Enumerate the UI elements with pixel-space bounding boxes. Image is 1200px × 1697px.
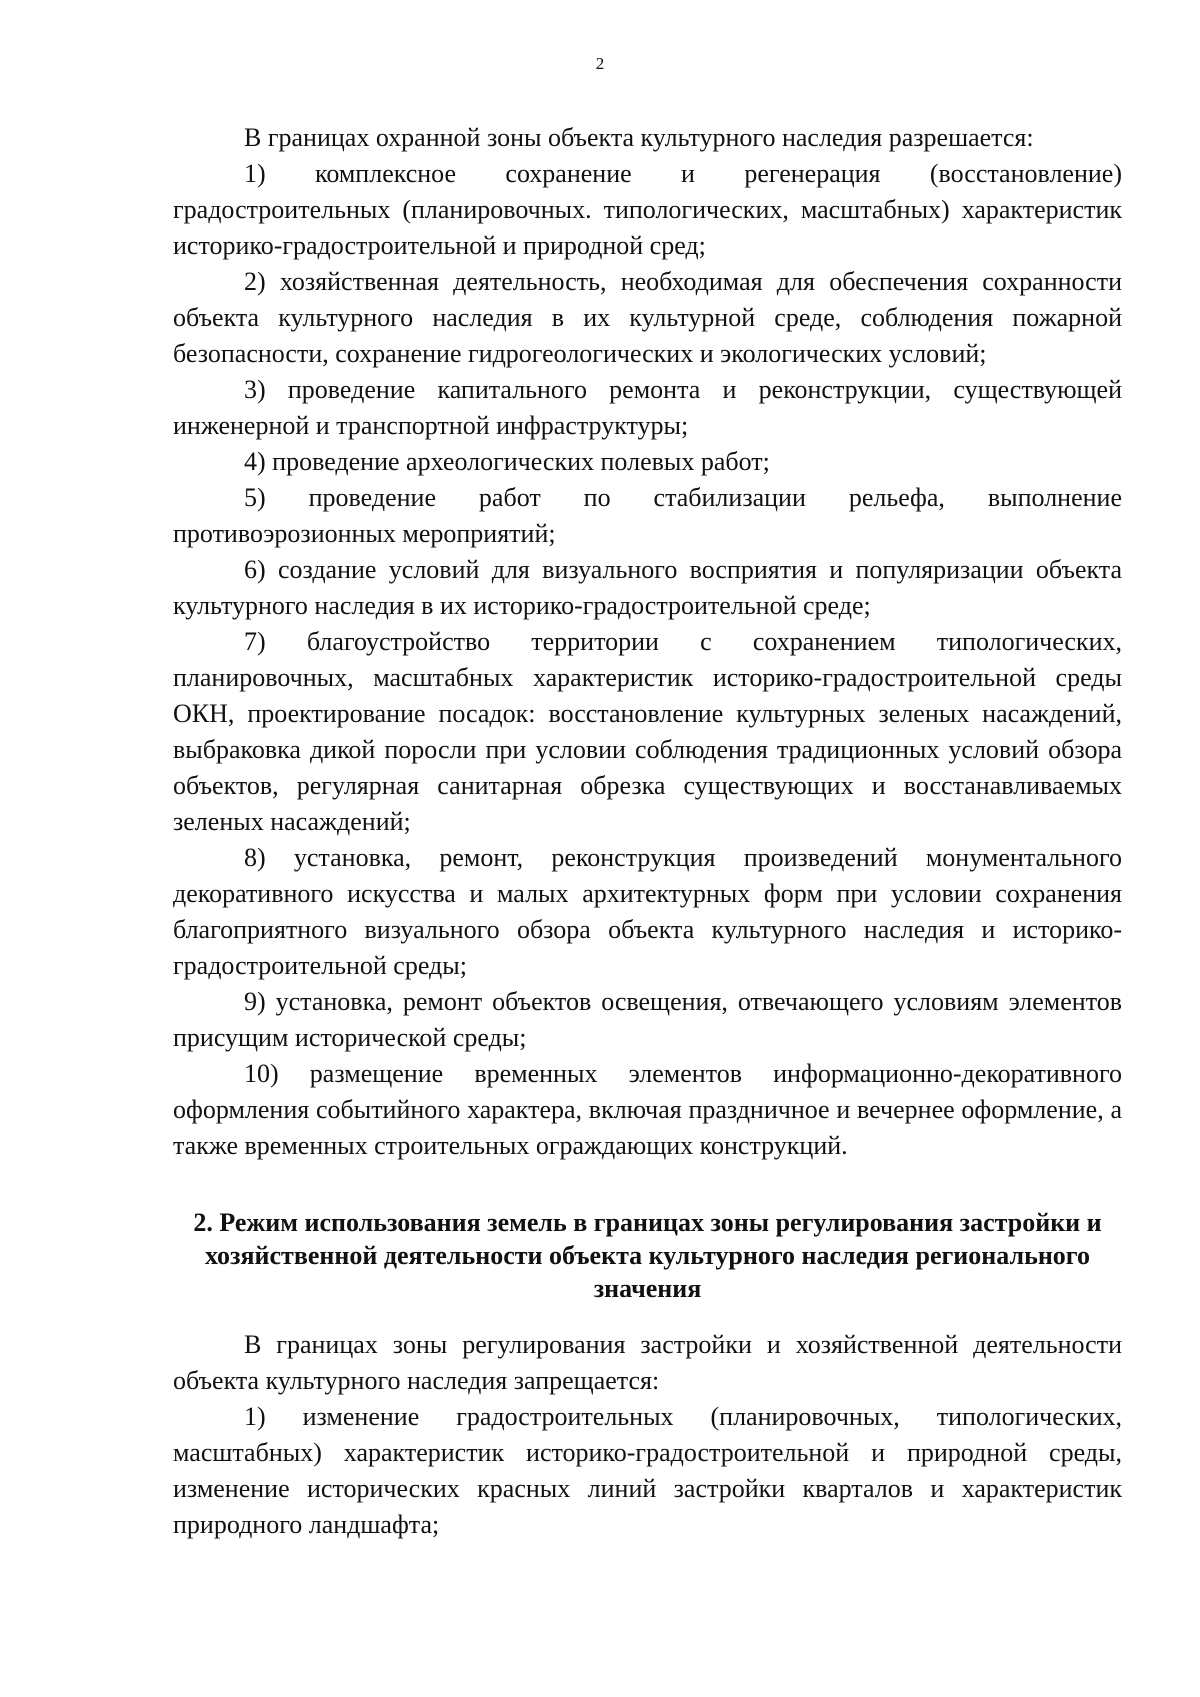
section1-intro: В границах охранной зоны объекта культурного наследия разрешается: — [244, 123, 1034, 152]
list-item: 1) комплексное сохранение и регенерация (восстановление) градостроительных (планировочных. типологических, масштабных) характеристик историко-градостроительной и природной сред; — [173, 159, 1122, 260]
list-item: 7) благоустройство территории с сохранением типологических, планировочных, масштабных характеристик историко-градостроительной среды ОКН, проектирование посадок: восстановление культурных зеленых насаждений, выбраковка дикой поросли при условии соблюдения традиционных условий обзора объектов, регулярная санитарная обрезка существующих и восстанавливаемых зеленых насаждений; — [173, 627, 1122, 836]
list-item: 4) проведение археологических полевых работ; — [244, 447, 770, 476]
list-item: 10) размещение временных элементов информационно-декоративного оформления событийного характера, включая праздничное и вечернее оформление, а также временных строительных ограждающих конструкций. — [173, 1059, 1122, 1160]
section2-heading: 2. Режим использования земель в границах зоны регулирования застройки и хозяйственной деятельности объекта культурного наследия регионального значения — [193, 1208, 1102, 1303]
list-item: 5) проведение работ по стабилизации рельефа, выполнение противоэрозионных мероприятий; — [173, 483, 1122, 548]
list-item: 6) создание условий для визуального восприятия и популяризации объекта культурного наследия в их историко-градостроительной среде; — [173, 555, 1122, 620]
section2-intro: В границах зоны регулирования застройки и хозяйственной деятельности объекта культурного наследия запрещается: — [173, 1330, 1122, 1395]
document-body — [173, 120, 1122, 1543]
page-number: 2 — [595, 54, 605, 73]
list-item: 8) установка, ремонт, реконструкция произведений монументального декоративного искусства и малых архитектурных форм при условии сохранения благоприятного визуального обзора объекта культурного наследия и историко-градостроительной среды; — [173, 843, 1122, 980]
list-item: 1) изменение градостроительных (планировочных, типологических, масштабных) характеристик историко-градостроительной и природной среды, изменение исторических красных линий застройки кварталов и характеристик природного ландшафта; — [173, 1402, 1122, 1539]
list-item: 9) установка, ремонт объектов освещения, отвечающего условиям элементов присущим исторической среды; — [173, 987, 1122, 1052]
list-item: 3) проведение капитального ремонта и реконструкции, существующей инженерной и транспортной инфраструктуры; — [173, 375, 1122, 440]
list-item: 2) хозяйственная деятельность, необходимая для обеспечения сохранности объекта культурного наследия в их культурной среде, соблюдения пожарной безопасности, сохранение гидрогеологических и экологических условий; — [173, 267, 1122, 368]
